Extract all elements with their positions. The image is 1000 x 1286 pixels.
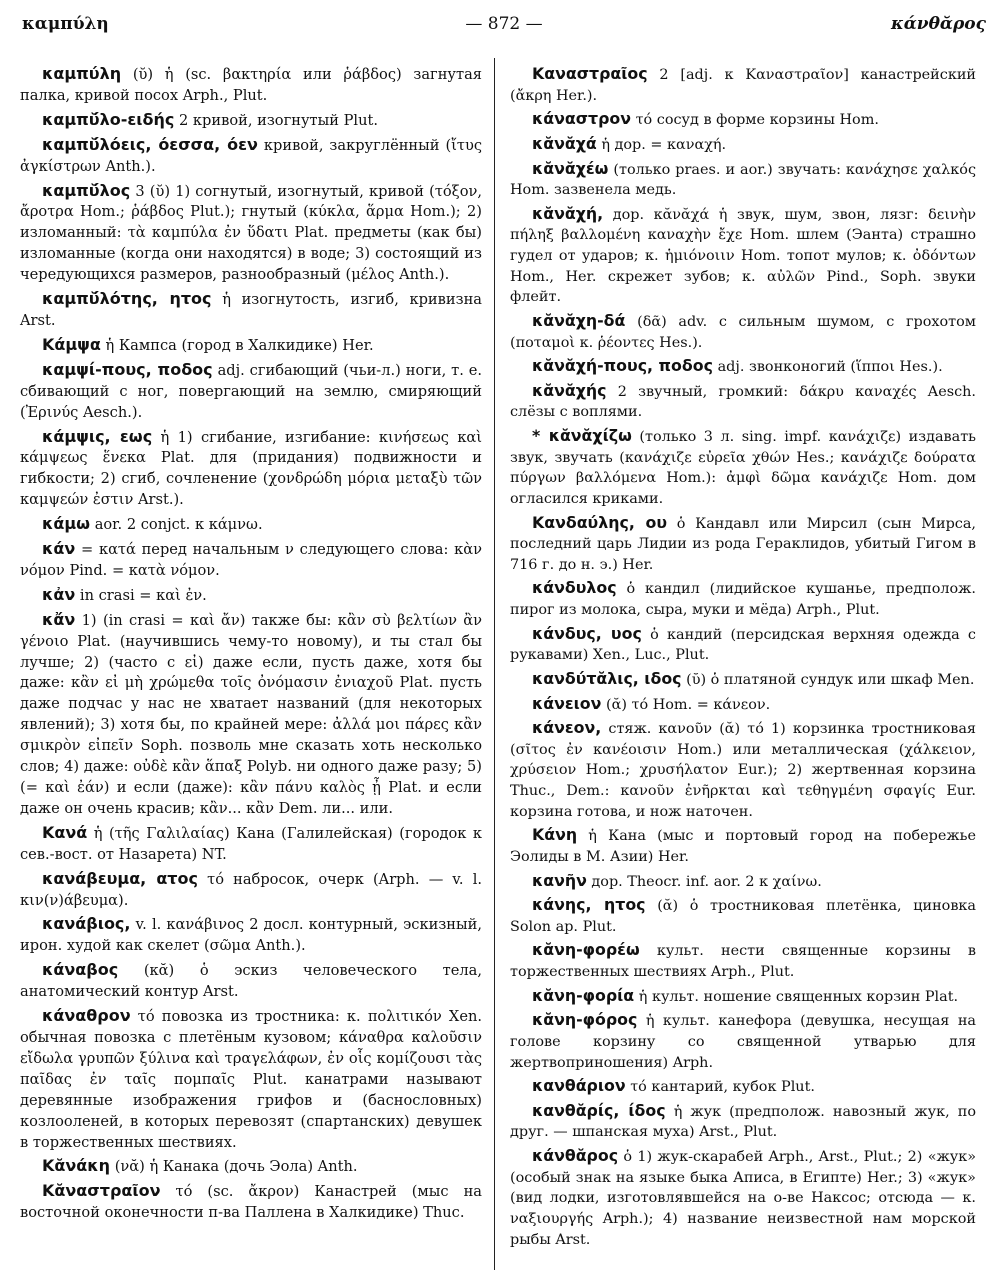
entry-definition: ἡ (τῆς Γαλιλαίας) Кана (Галилейская) (городок к сев.-вост. от Назарета) NT. — [20, 824, 483, 863]
entry-headword: κάνης, ητος — [532, 895, 646, 915]
entry-headword: κάνειον — [532, 693, 602, 713]
entry-headword: κᾰνᾰχή-πους, ποδος — [532, 356, 713, 376]
entry-headword: κἄν — [42, 609, 76, 629]
entry-headword: κἀν — [42, 584, 76, 604]
entry-definition: культ. нести священные корзины в торжественных шествиях Arph., Plut. — [510, 943, 976, 980]
entry-headword: Καναστραῖος — [532, 64, 648, 83]
entry-headword: Κᾰνάκη — [42, 1156, 111, 1176]
entry-headword: κανθᾰρίς, ίδος — [532, 1100, 666, 1120]
entry-headword: κᾰνη-φόρος — [532, 1010, 638, 1030]
entry-headword: κανδύτᾰλις, ιδος — [532, 668, 682, 688]
entry-headword: κᾰνᾰχής — [532, 380, 607, 400]
dictionary-entry — [510, 895, 976, 937]
page-header — [22, 14, 986, 44]
entry-headword: κάνεον, — [532, 718, 602, 738]
dictionary-entry — [510, 871, 976, 893]
dictionary-entry — [20, 585, 482, 607]
entry-definition: (только praes. и aor.) звучать: κανάχησε χαλκός Hom. зазвенела медь. — [510, 161, 976, 199]
entry-definition: ἡ жук (предполож. навозный жук, по друг. — шпанская муха) Arst., Plut. — [510, 1103, 977, 1141]
entry-headword: Κάνη — [532, 825, 578, 845]
dictionary-entry — [510, 134, 976, 156]
entry-definition: ἡ изогнутость, изгиб, кривизна Arst. — [20, 291, 482, 329]
right-column — [510, 64, 976, 1253]
dictionary-entry — [20, 1181, 482, 1224]
dictionary-entry — [510, 204, 976, 308]
dictionary-entry — [20, 135, 482, 178]
entry-headword: κανάβευμα, ατος — [42, 868, 198, 888]
entry-definition: 2 звучный, громкий: δάκρυ καναχές Aesch. слёзы с воплями. — [510, 383, 977, 421]
dictionary-entry — [510, 694, 976, 716]
dictionary-entry — [510, 64, 976, 106]
entry-definition: ἡ культ. ношение священных корзин Plat. — [638, 988, 959, 1005]
dictionary-entry — [510, 426, 976, 510]
entry-definition: adj. звонконогий (ἵπποι Hes.). — [717, 359, 943, 376]
entry-definition: τό кантарий, кубок Plut. — [630, 1079, 815, 1096]
dictionary-entry — [20, 335, 482, 357]
dictionary-entry — [20, 427, 482, 512]
entry-definition: 1) (in crasi = καὶ ἄν) также бы: κἂν σὺ βελτίων ἂν γένοιο Plat. (научившись чему-то новому), и ты стал бы лучше; 2) (часто с εἰ) даже если, пусть даже, хотя бы даже: κἂν εἰ μὴ χρώμεθα τοῖς ὀνόμασιν ἐνιαχοῦ Plat. пусть даже подчас у нас не хватает названий (для некоторых явлений); 3) хотя бы, по крайней мере: ἀλλά μοι πάρες κἂν σμικρὸν εἰπεῖν Soph. позволь мне сказать хоть несколько слов; 4) даже: οὐδὲ κἂν ἅπαξ Polyb. ни одного даже разу; 5) (= καὶ ἐάν) и если (даже): κἂν πάνυ καλὸς ᾖ Plat. и если даже он очень красив; κἂν... κἂν Dem. ли... или. — [20, 611, 483, 817]
entry-definition: (ῠ) ἡ (sc. βακτηρία или ῥάβδος) загнутая палка, кривой посох Arph., Plut. — [20, 66, 483, 104]
dictionary-entry — [510, 381, 976, 423]
entry-definition: (ῠ) ὁ платяной сундук или шкаф Men. — [686, 671, 975, 688]
dictionary-entry — [20, 289, 482, 332]
entry-definition: ὁ кандил (лидийское кушанье, предполож. пирог из молока, сыра, муки и мёда) Arph., Plut. — [510, 581, 976, 618]
entry-definition: ὁ кандий (персидская верхняя одежда с рукавами) Xen., Luc., Plut. — [510, 626, 976, 664]
dictionary-entry — [20, 514, 482, 536]
entry-headword: κάνδυς, υος — [532, 623, 642, 643]
entry-headword: κάνδυλος — [532, 578, 617, 598]
entry-definition: (только 3 л. sing. impf. κανάχιζε) издавать звук, звучать (κανάχιζε εὐρεῖα χθών Hes.; κανάχιζε δούρατα πύργων βαλλόμενα Hom.): ἀμφὶ δῶμα κανάχιζε Hom. дом огласился криками. — [510, 429, 977, 507]
dictionary-entry — [510, 311, 976, 353]
entry-definition: τό повозка из тростника: κ. πολιτικόν Xen. обычная повозка с плетёным кузовом; κάναθρα καλοῦσιν εἴδωλα γρυπῶν ξύλινα καὶ τραγελάφων, ἐν οἷς κομίζουσι τὰς παῖδας ἐν ταῖς πομπαῖς Plut. канатрами называют деревянные изображения грифов и (баснословных) козлооленей, в которых перевозят (спартанских) девушек в торжественных шествиях. — [20, 1008, 482, 1151]
entry-definition: кривой, закруглённый (ἴτυς ἀγκίστρων Anth.). — [20, 136, 483, 175]
entry-definition: 3 (ῠ) 1) согнутый, изогнутый, кривой (τόξον, ἄροτρα Hom.; ῥάβδος Plut.); гнутый (κύκλα, ἅρμα Hom.); 2) изломанный: τὰ καμπύλα ἐν ὕδατι Plat. предметы (как бы) изломанные (когда они находятся) в воде; 3) состоящий из чередующихся размеров, разнообразный (μέλος Anth.). — [20, 182, 483, 284]
dictionary-entry — [510, 825, 976, 867]
entry-headword: κανθάριον — [532, 1076, 626, 1096]
entry-headword: κάναθρον — [42, 1006, 131, 1026]
dictionary-entry — [20, 960, 482, 1003]
entry-definition: (ᾰ) τό Hom. = κάνεον. — [605, 696, 771, 713]
left-column — [20, 64, 482, 1227]
entry-definition: v. l. κανάβινος 2 досл. контурный, эскизный, ирон. худой как скелет (σῶμα Anth.). — [20, 916, 482, 955]
entry-definition: τό (sc. ἄκρον) Канастрей (мыс на восточной оконечности п-ва Паллена в Халкидике) Thuc. — [20, 1183, 483, 1222]
entry-definition: 2 кривой, изогнутый Plut. — [179, 111, 378, 129]
dictionary-entry — [20, 823, 482, 866]
entry-definition: ἡ 1) сгибание, изгибание: κινήσεως καὶ κάμψεως ἕνεκα Plat. для (придания) подвижности и гибкости; 2) сгиб, сочленение (χονδρώδη μόρια μεταξὺ τῶν καμψεών ἐστιν Arst.). — [20, 428, 483, 509]
entry-definition: ἡ Кана (мыс и портовый город на побережье Эолиды в М. Азии) Her. — [510, 828, 976, 865]
dictionary-entry — [510, 940, 976, 982]
entry-headword: κάμψις, εως — [42, 426, 153, 446]
entry-headword: καμπύλη — [42, 64, 122, 83]
entry-headword: κανάβιος, — [42, 914, 131, 934]
entry-headword: Κανδαύλης, ου — [532, 512, 667, 532]
entry-headword: κάνθᾰρος — [532, 1146, 619, 1165]
dictionary-entry — [510, 513, 976, 576]
entry-definition: ὁ Кандавл или Мирсил (сын Мирса, последний царь Лидии из рода Гераклидов, убитый Гигом в 716 г. до н. э.) Her. — [510, 515, 977, 573]
dictionary-entry — [510, 1146, 976, 1250]
entry-definition: = κατά перед начальным ν следующего слова: κὰν νόμον Pind. = κατὰ νόμον. — [20, 541, 482, 579]
entry-definition: aor. 2 conjct. к κάμνω. — [94, 516, 263, 534]
dictionary-entry — [510, 159, 976, 201]
entry-definition: in crasi = καὶ ἐν. — [79, 586, 207, 604]
entry-headword: κᾰνᾰχέω — [532, 158, 609, 178]
entry-definition: 2 [adj. к Καναστραῖον] канастрейский (ἄκρη Her.). — [510, 67, 976, 104]
entry-definition: ἡ дор. = καναχή. — [601, 136, 727, 153]
dictionary-entry — [20, 181, 482, 287]
entry-headword: κᾰνᾰχη-δά — [532, 310, 626, 330]
dictionary-entry — [510, 356, 976, 378]
entry-definition: дор. Theocr. inf. aor. 2 к χαίνω. — [591, 873, 822, 890]
dictionary-entry — [510, 1010, 976, 1073]
entry-headword: κάναβος — [42, 960, 119, 980]
dictionary-entry — [510, 1101, 976, 1143]
entry-definition: (κᾰ) ὁ эскиз человеческого тела, анатомический контур Arst. — [20, 962, 482, 1001]
entry-headword: καμπῠ́λο-ειδής — [42, 109, 175, 129]
entry-definition: τό сосуд в форме корзины Hom. — [635, 112, 879, 129]
entry-headword: κᾰνᾰχή, — [532, 203, 604, 223]
dictionary-entry — [20, 539, 482, 582]
page-number: — 872 — — [465, 14, 543, 34]
entry-definition: стяж. κανοῦν (ᾰ) τό 1) корзинка тростниковая (σῖτος ἐν κανέοισιν Hom.) или металлическая (χάλκειον, χρύσειον Hom.; χρυσήλατον Eur.); 2) жертвенная корзина Thuc., Dem.: κανοῦν ἐνῆρκται καὶ τεθηγμένη σφαγίς Eur. корзина готова, и нож наточен. — [510, 721, 976, 820]
entry-headword: κάναστρον — [532, 109, 631, 129]
entry-definition: (δᾶ) adv. с сильным шумом, с грохотом (ποταμοὶ κ. ῥέοντες Hes.). — [510, 313, 976, 351]
entry-headword: καμπῠ́λόεις, όεσσα, όεν — [42, 134, 258, 154]
entry-headword: Κανά — [42, 822, 88, 842]
dictionary-entry — [20, 610, 482, 820]
dictionary-entry — [510, 718, 976, 822]
dictionary-entry — [20, 110, 482, 132]
entry-headword: καμψί-πους, ποδος — [42, 359, 213, 379]
entry-definition: adj. сгибающий (чьи-л.) ноги, т. е. сбивающий с ног, повергающий на землю, смиряющий (Ἐρινύς Aesch.). — [20, 361, 483, 421]
dictionary-entry — [20, 1006, 482, 1153]
header-left-word: καμπύλη — [22, 14, 109, 34]
entry-headword: κάν — [42, 539, 76, 559]
dictionary-entry — [20, 914, 482, 957]
entry-headword: καμπῠ́λότης, ητος — [42, 289, 212, 309]
dictionary-entry — [510, 1076, 976, 1098]
entry-headword: κᾰνη-φορία — [532, 985, 635, 1005]
entry-headword: Κᾰναστραῖον — [42, 1181, 161, 1201]
header-right-word: κάνθᾰρος — [890, 14, 986, 34]
entry-definition: (νᾰ) ἡ Канака (дочь Эола) Anth. — [114, 1158, 358, 1176]
entry-headword: κάμω — [42, 514, 91, 534]
entry-headword: καμπῠ́λος — [42, 180, 131, 200]
entry-headword: κανῆν — [532, 870, 587, 890]
entry-definition: τό набросок, очерк (Arph. — v. l. κιν(ν)άβευμα). — [20, 870, 482, 909]
entry-headword: Κάμψα — [42, 334, 101, 354]
dictionary-entry — [20, 64, 482, 107]
column-divider — [494, 58, 495, 1270]
dictionary-entry — [510, 986, 976, 1008]
entry-definition: ἡ культ. канефора (девушка, несущая на голове корзину со священной утварью для жертвоприношения) Arph. — [510, 1013, 976, 1071]
dictionary-entry — [20, 869, 482, 912]
entry-headword: * κᾰνᾰχίζω — [532, 426, 632, 445]
dictionary-entry — [20, 360, 482, 424]
entry-definition: дор. κᾰνᾰχά ἡ звук, шум, звон, лязг: δεινὴν πήληξ βαλλομένη καναχὴν ἔχε Hom. шлем (Эанта) страшно гудел от ударов; κ. ἡμιόνοιιν Hom. топот мулов; κ. ὀδόντων Hom., Her. скрежет зубов; κ. αὐλῶν Pind., Soph. звуки флейт. — [510, 206, 976, 306]
dictionary-entry — [510, 624, 976, 666]
entry-definition: ἡ Кампса (город в Халкидике) Her. — [105, 336, 374, 354]
entry-headword: κᾰνᾰχά — [532, 133, 597, 153]
dictionary-entry — [510, 669, 976, 691]
entry-headword: κᾰνη-φορέω — [532, 940, 640, 960]
entry-definition: ὁ 1) жук-скарабей Arph., Arst., Plut.; 2) «жук» (особый знак на языке быка Аписа, в Египте) Her.; 3) «жук» (вид лодки, изготовлявшейся на о-ве Наксос; отсюда — κ. ναξιουργής Arph.); 4) название неизвестной нам морской рыбы Arst. — [510, 1149, 977, 1248]
dictionary-entry — [20, 1156, 482, 1178]
dictionary-entry — [510, 578, 976, 620]
entry-definition: (ᾰ) ὁ тростниковая плетёнка, циновка Solon ap. Plut. — [510, 898, 977, 935]
dictionary-entry — [510, 109, 976, 131]
